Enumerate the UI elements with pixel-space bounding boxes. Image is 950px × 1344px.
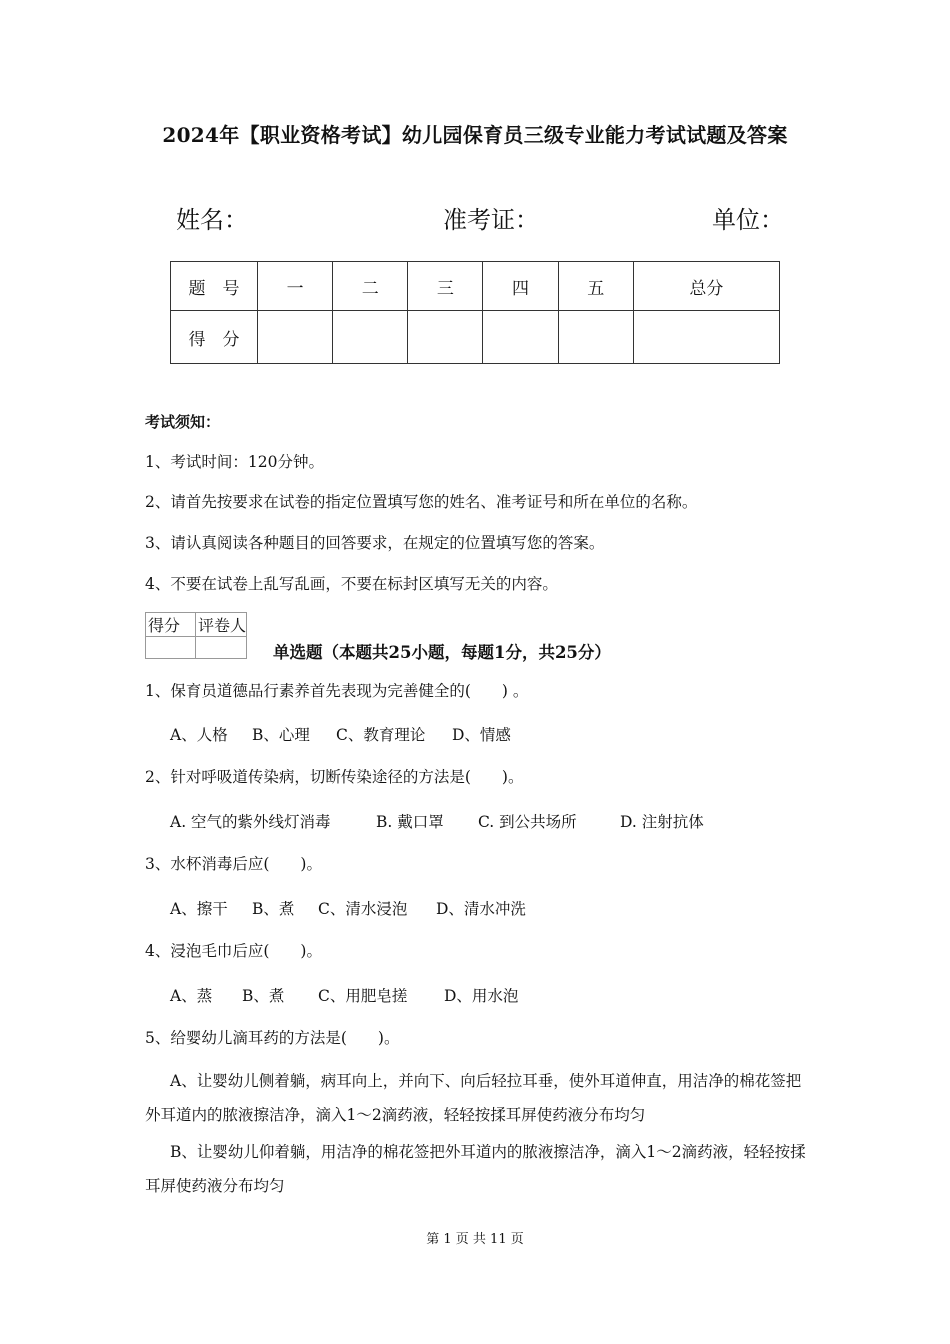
question-option[interactable]: C. 到公共场所 [478, 813, 577, 831]
notice-title: 考试须知： [145, 413, 221, 431]
question-option[interactable]: A. 空气的紫外线灯消毒 [170, 813, 331, 831]
score-cell[interactable] [408, 311, 483, 364]
notice-item: 4、不要在试卷上乱写乱画，不要在标封区填写无关的内容。 [145, 575, 558, 593]
score-cell[interactable] [258, 311, 333, 364]
score-table-header-cell: 二 [333, 262, 408, 311]
score-table-header-cell: 四 [483, 262, 558, 311]
question-stem: 3、水杯消毒后应( )。 [145, 855, 322, 873]
question-option[interactable]: D、用水泡 [444, 987, 519, 1005]
question-option[interactable]: D、清水冲洗 [436, 900, 526, 918]
question-option[interactable]: A、人格 [170, 726, 228, 744]
score-row-label: 得 分 [171, 311, 258, 364]
question-option[interactable]: A、擦干 [170, 900, 228, 918]
score-cell[interactable] [633, 311, 779, 364]
score-cell[interactable] [558, 311, 633, 364]
score-table-score-row [171, 311, 780, 364]
question-option[interactable]: B、煮 [252, 900, 295, 918]
question-option[interactable]: C、用肥皂搓 [318, 987, 408, 1005]
score-cell[interactable] [483, 311, 558, 364]
question-stem: 1、保育员道德品行素养首先表现为完善健全的( ) 。 [145, 682, 529, 700]
score-table [170, 261, 780, 364]
question-option[interactable]: B、心理 [252, 726, 310, 744]
question-option[interactable]: D. 注射抗体 [620, 813, 704, 831]
question-option[interactable]: D、情感 [452, 726, 511, 744]
grader-score-label: 得分 [146, 613, 196, 637]
question-stem: 4、浸泡毛巾后应( )。 [145, 942, 322, 960]
question-option[interactable]: C、清水浸泡 [318, 900, 408, 918]
grader-box [145, 612, 247, 659]
unit-label: 单位： [712, 206, 784, 234]
exam-id-label: 准考证： [443, 206, 539, 234]
notice-item: 2、请首先按要求在试卷的指定位置填写您的姓名、准考证号和所在单位的名称。 [145, 493, 698, 511]
notice-item: 3、请认真阅读各种题目的回答要求，在规定的位置填写您的答案。 [145, 534, 605, 552]
score-table-header-cell: 总分 [633, 262, 779, 311]
question-option[interactable]: B. 戴口罩 [376, 813, 444, 831]
question-option-paragraph[interactable]: B、让婴幼儿仰着躺，用洁净的棉花签把外耳道内的脓液擦洁净，滴入1～2滴药液，轻轻按揉耳屏使药液分布均匀 [145, 1143, 806, 1195]
document-title: 2024年【职业资格考试】幼儿园保育员三级专业能力考试试题及答案 [162, 123, 788, 147]
grader-score-cell[interactable] [146, 637, 196, 659]
question-stem: 2、针对呼吸道传染病，切断传染途径的方法是( )。 [145, 768, 524, 786]
score-table-header-row [171, 262, 780, 311]
question-option-paragraph[interactable]: A、让婴幼儿侧着躺，病耳向上，并向下、向后轻拉耳垂，使外耳道伸直，用洁净的棉花签把外耳道内的脓液擦洁净，滴入1～2滴药液，轻轻按揉耳屏使药液分布均匀 [145, 1072, 802, 1124]
score-cell[interactable] [333, 311, 408, 364]
name-label: 姓名： [176, 206, 248, 234]
question-stem: 5、给婴幼儿滴耳药的方法是( )。 [145, 1029, 400, 1047]
grader-reviewer-cell[interactable] [196, 637, 247, 659]
question-option[interactable]: B、煮 [242, 987, 285, 1005]
section-title: 单选题（本题共25小题，每题1分，共25分） [273, 643, 611, 662]
score-table-header-cell: 三 [408, 262, 483, 311]
score-table-header-cell: 题 号 [171, 262, 258, 311]
grader-reviewer-label: 评卷人 [196, 613, 247, 637]
page-footer: 第 1 页 共 11 页 [426, 1232, 524, 1247]
question-option[interactable]: A、蒸 [170, 987, 213, 1005]
score-table-header-cell: 一 [258, 262, 333, 311]
score-table-header-cell: 五 [558, 262, 633, 311]
question-option[interactable]: C、教育理论 [336, 726, 426, 744]
notice-item: 1、考试时间：120分钟。 [145, 453, 324, 471]
